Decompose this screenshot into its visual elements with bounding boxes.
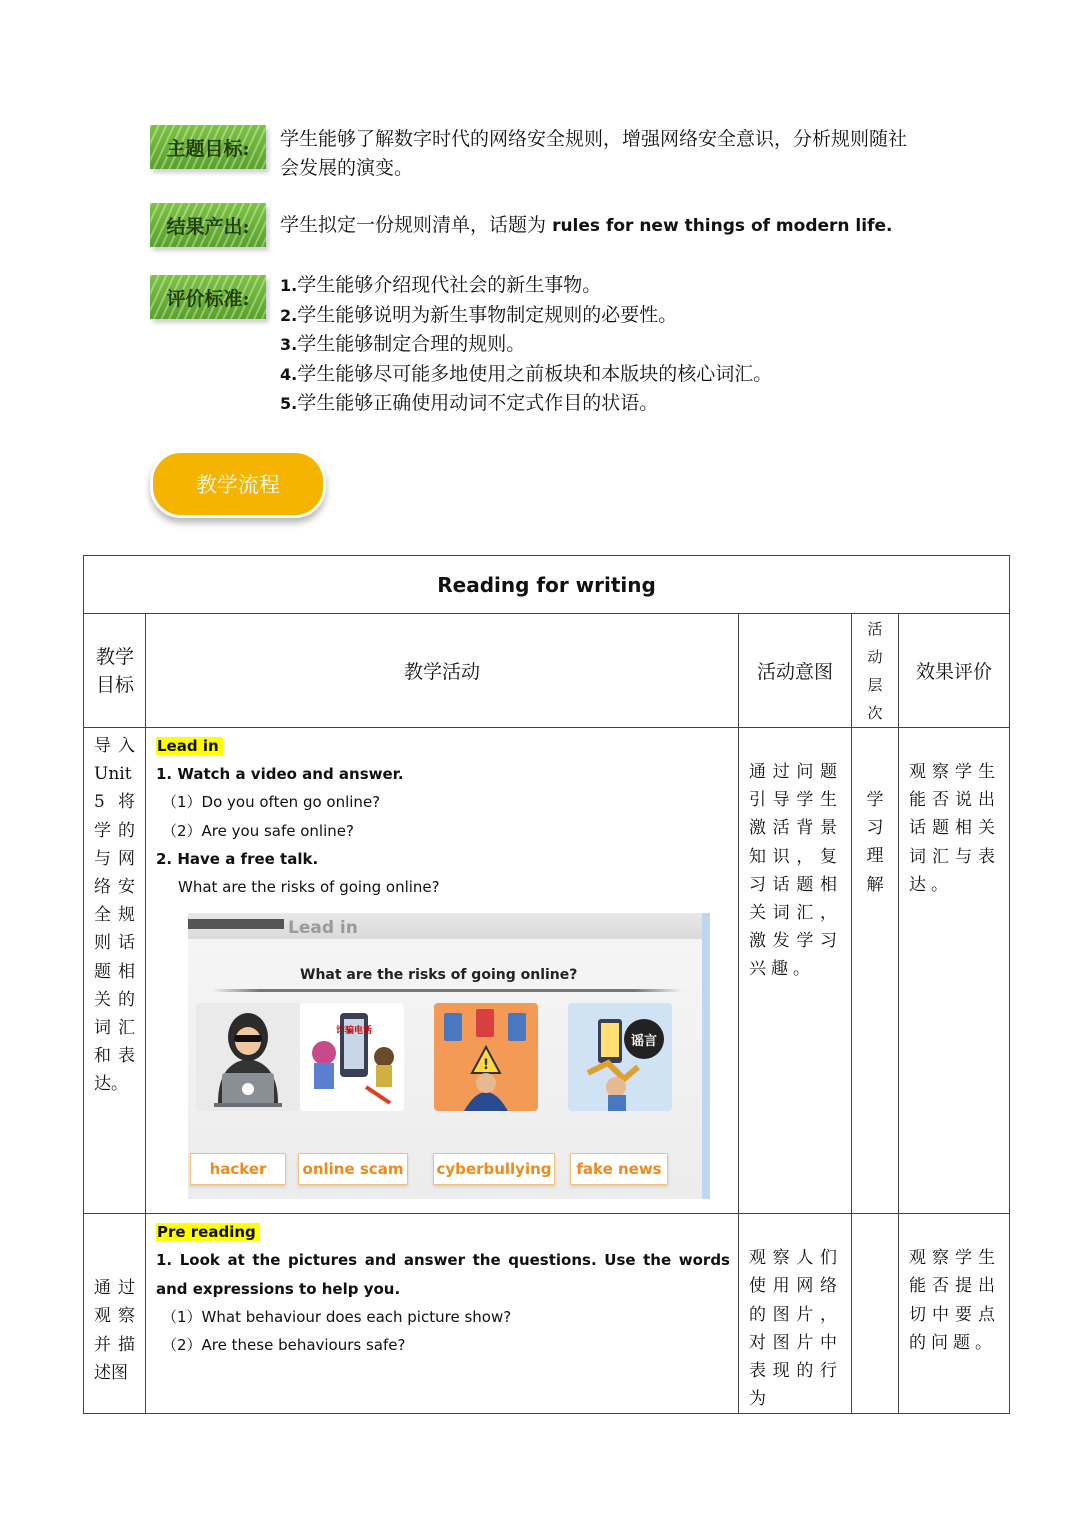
intent-cell: 通过问题引导学生激活背景知识，复习话题相关词汇，激发学习兴趣。 xyxy=(739,728,852,1214)
criteria-item: 5.学生能够正确使用动词不定式作目的状语。 xyxy=(280,392,659,415)
goal-cell: 通过观察并描述图 xyxy=(84,1214,146,1414)
outcome-text xyxy=(280,203,892,248)
slide-header-label: Lead in xyxy=(288,918,358,939)
lead-in-slide xyxy=(188,913,710,1199)
question: （1）Do you often go online? xyxy=(162,793,381,812)
theme-objective-tag: 主题目标: xyxy=(150,125,266,169)
cyberbullying-picture xyxy=(434,1003,538,1111)
evaluation-cell: 观察学生能否提出切中要点的问题。 xyxy=(899,1214,1010,1414)
evaluation-cell: 观察学生能否说出话题相关词汇与表达。 xyxy=(899,728,1010,1214)
hacker-picture xyxy=(196,1003,300,1111)
word-card: hacker xyxy=(190,1153,286,1185)
word-card: fake news xyxy=(570,1153,668,1185)
criteria-item: 1.学生能够介绍现代社会的新生事物。 xyxy=(280,274,602,296)
header-goal: 教学目标 xyxy=(84,614,146,728)
outcome-row xyxy=(150,203,892,248)
criteria-item: 3.学生能够制定合理的规则。 xyxy=(280,333,526,356)
criteria-item: 4.学生能够尽可能多地使用之前板块和本版块的核心词汇。 xyxy=(280,362,773,385)
criteria-row xyxy=(150,275,772,419)
svg-text:诈骗电话: 诈骗电话 xyxy=(335,1026,373,1037)
header-intent: 活动意图 xyxy=(739,614,852,728)
chevron-arrows-icon xyxy=(188,919,284,929)
criteria-item: 2.学生能够说明为新生事物制定规则的必要性。 xyxy=(280,303,678,326)
slide-question: What are the risks of going online? xyxy=(300,967,578,984)
table-title: Reading for writing xyxy=(84,556,1010,614)
task: 1. Look at the pictures and answer the questions. Use the words and expressions to help you. xyxy=(156,1251,730,1298)
activity-cell xyxy=(146,1214,739,1414)
header-evaluation: 效果评价 xyxy=(899,614,1010,728)
question: （1）What behaviour does each picture show? xyxy=(162,1307,512,1326)
level-cell: 学 习 理 解 xyxy=(852,728,899,1214)
question: What are the risks of going online? xyxy=(178,878,440,897)
outcome-text-en: rules for new things of modern life. xyxy=(552,216,893,236)
outcome-text-cn: 学生拟定一份规则清单，话题为 xyxy=(280,214,547,236)
online-scam-picture xyxy=(300,1003,404,1111)
intent-cell: 观察人们使用网络的图片，对图片中表现的行为 xyxy=(739,1214,852,1414)
outcome-tag: 结果产出: xyxy=(150,203,266,247)
level-cell xyxy=(852,1214,899,1414)
question: （2）Are you safe online? xyxy=(162,821,354,840)
section-label: Lead in xyxy=(156,737,223,755)
fake-news-picture xyxy=(568,1003,672,1111)
section-label: Pre reading xyxy=(156,1223,260,1241)
criteria-tag: 评价标准: xyxy=(150,275,266,319)
lesson-table xyxy=(83,555,1010,1414)
word-card: cyberbullying xyxy=(433,1153,555,1185)
question: （2）Are these behaviours safe? xyxy=(162,1336,406,1355)
header-level: 活 动 层 次 xyxy=(852,614,899,728)
task: 1. Watch a video and answer. xyxy=(156,765,404,784)
criteria-list xyxy=(280,271,772,419)
header-activity: 教学活动 xyxy=(146,614,739,728)
teaching-flow-button[interactable]: 教学流程 xyxy=(150,450,326,518)
task: 2. Have a free talk. xyxy=(156,849,319,868)
activity-cell xyxy=(146,728,739,1214)
theme-objective-text: 学生能够了解数字时代的网络安全规则，增强网络安全意识，分析规则随社会发展的演变。 xyxy=(280,128,908,179)
divider xyxy=(212,989,682,992)
svg-text:!: ! xyxy=(482,1057,490,1074)
theme-objective-row xyxy=(150,125,920,183)
word-card: online scam xyxy=(298,1153,408,1185)
svg-text:谣言: 谣言 xyxy=(630,1034,658,1050)
goal-cell: 导入Unit 5将学的与网络安全规则话题相关的词汇和表达。 xyxy=(84,728,146,1214)
